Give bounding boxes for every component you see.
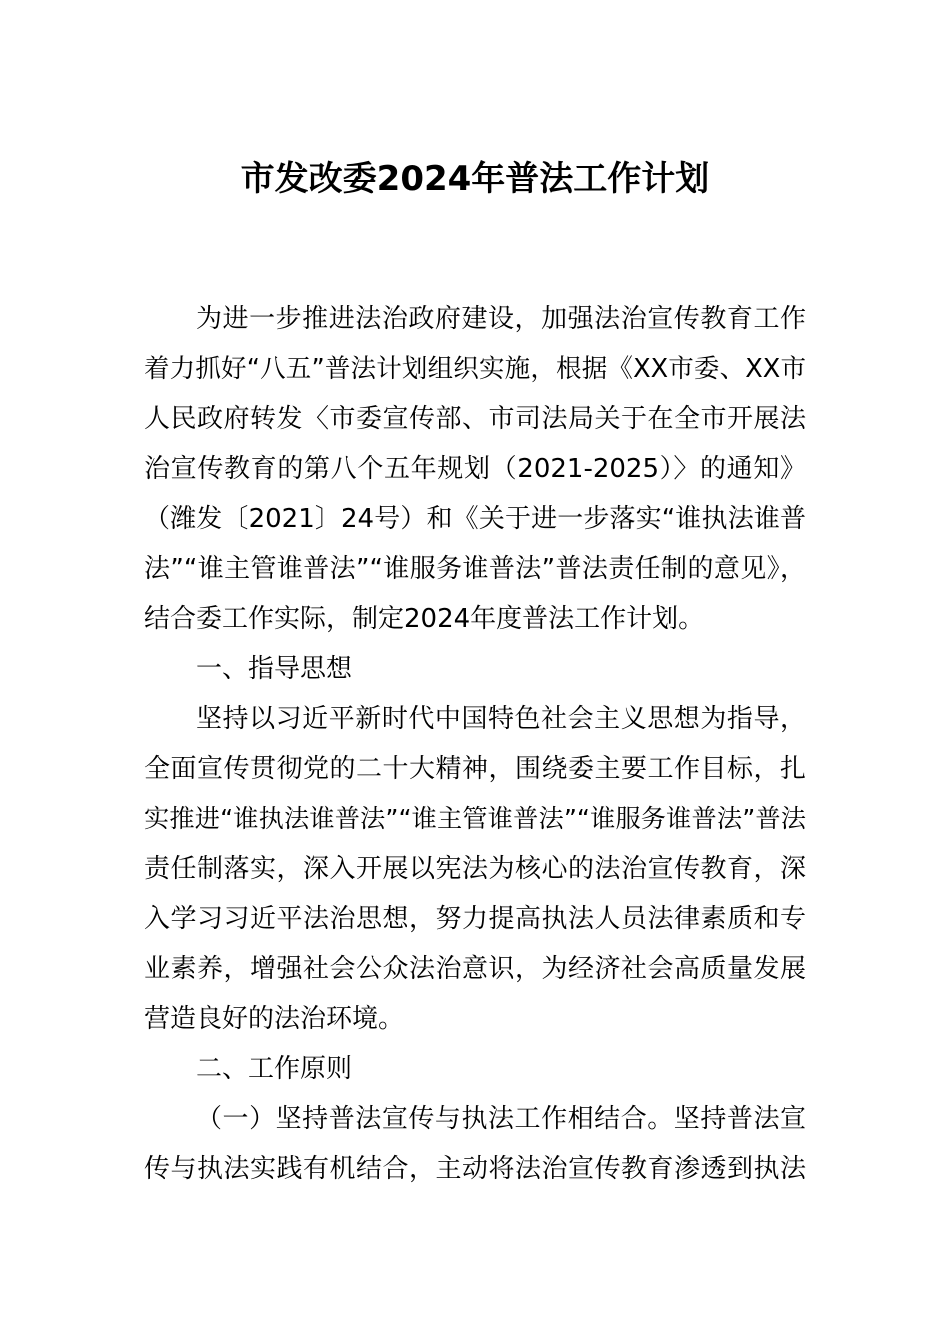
section-heading: 一、指导思想	[196, 654, 353, 684]
paragraph-line: 入学习习近平法治思想，努力提高执法人员法律素质和专	[144, 904, 806, 934]
paragraph-line: 法”“谁主管谁普法”“谁服务谁普法”普法责任制的意见》，	[144, 554, 806, 584]
section-heading: 二、工作原则	[196, 1054, 353, 1084]
paragraph-line: （潍发〔2021〕24号）和《关于进一步落实“谁执法谁普	[144, 504, 806, 534]
paragraph-line: 全面宣传贯彻党的二十大精神，围绕委主要工作目标，扎	[144, 754, 806, 784]
paragraph-line: 实推进“谁执法谁普法”“谁主管谁普法”“谁服务谁普法”普法	[144, 804, 806, 833]
paragraph-line: 为进一步推进法治政府建设，加强法治宣传教育工作	[196, 304, 806, 334]
paragraph-line: 营造良好的法治环境。	[144, 1004, 405, 1034]
paragraph-line: 坚持以习近平新时代中国特色社会主义思想为指导，	[196, 704, 806, 734]
paragraph-line: 结合委工作实际，制定2024年度普法工作计划。	[144, 604, 705, 634]
paragraph-line: 业素养，增强社会公众法治意识，为经济社会高质量发展	[144, 954, 806, 984]
paragraph-line: 着力抓好“八五”普法计划组织实施，根据《XX市委、XX市	[144, 354, 806, 384]
paragraph-line: 人民政府转发〈市委宣传部、市司法局关于在全市开展法	[144, 404, 806, 434]
paragraph-line: 传与执法实践有机结合，主动将法治宣传教育渗透到执法	[144, 1154, 806, 1184]
paragraph-line: 责任制落实，深入开展以宪法为核心的法治宣传教育，深	[144, 854, 806, 884]
document-title: 市发改委2024年普法工作计划	[240, 159, 710, 199]
paragraph-line: （一）坚持普法宣传与执法工作相结合。坚持普法宣	[196, 1104, 806, 1134]
paragraph-line: 治宣传教育的第八个五年规划（2021-2025）〉的通知》	[144, 454, 806, 484]
document-body	[144, 294, 806, 1194]
